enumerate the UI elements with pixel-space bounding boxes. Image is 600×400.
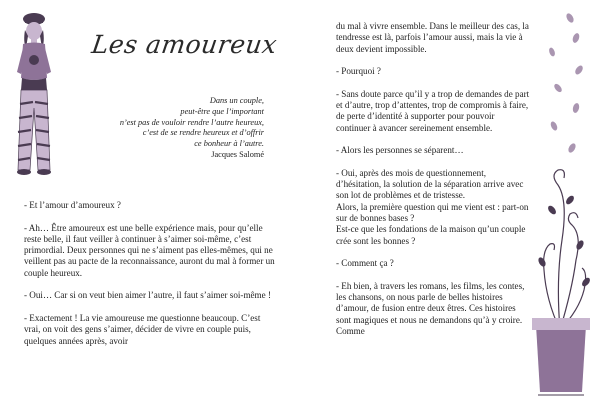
plant-stems-icon bbox=[544, 170, 586, 330]
quote-line: c’est de se rendre heureux et d’offrir bbox=[142, 128, 264, 138]
paragraph: - Comment ça ? bbox=[336, 258, 394, 269]
paragraph: - Oui, après des mois de questionnement, d’hésitation, la solution de la séparation arrive avec son lot de problèmes et de tristesse. Alors, la première question qui me vient est : part-on sur de bonnes bases ? Est-ce que les fondations de la maison qu’un couple crée sont les bonnes ? bbox=[336, 167, 529, 246]
paragraph: du mal à vivre ensemble. Dans le meilleur des cas, la tendresse est là, parfois l’amour aussi, mais la vie à deux devient impossible. bbox=[336, 21, 529, 54]
left-body-text bbox=[24, 200, 276, 358]
falling-leaves-icon bbox=[548, 12, 584, 154]
plant-illustration bbox=[524, 0, 594, 400]
quote-line: n’est pas de vouloir rendre l’autre heureux, bbox=[119, 117, 264, 127]
paragraph: - Exactement ! La vie amoureuse me questionne beaucoup. C’est vrai, on voit des gens s’aimer, décider de vivre en couple puis, quelques années après, avoir bbox=[24, 312, 261, 346]
paragraph: - Et l’amour d’amoureux ? bbox=[24, 200, 121, 210]
paragraph: - Oui… Car si on veut bien aimer l’autre, il faut s’aimer soi-même ! bbox=[24, 290, 271, 301]
right-page bbox=[300, 0, 600, 400]
quote-line: ce bonheur à l’autre. bbox=[194, 139, 264, 149]
quote-author: Jacques Salomé bbox=[211, 149, 264, 159]
page-title: Les amoureux bbox=[89, 30, 279, 59]
epigraph-quote bbox=[64, 96, 264, 161]
paragraph: - Alors les personnes se séparent… bbox=[336, 145, 464, 156]
paragraph: - Pourquoi ? bbox=[336, 66, 381, 77]
paragraph: - Ah… Être amoureux est une belle expérience mais, pour qu’elle reste belle, il faut veiller à continuer à s’aimer soi-même, c’est primordial. Deux personnes qui ne s’aiment pas elles-mêmes, qui ne veillent pas au pacte de la reconnaissance, auront du mal à former un couple heureux. bbox=[24, 222, 275, 278]
paragraph: - Sans doute parce qu’il y a trop de demandes de part et d’autre, trop d’attentes, trop de compromis à faire, de perte d’identité à supporter pour pouvoir continuer à avancer sereinement ensemble. bbox=[336, 88, 530, 133]
quote-line: peut-être que l’important bbox=[180, 106, 264, 116]
girl-illustration bbox=[14, 8, 58, 178]
quote-line: Dans un couple, bbox=[209, 96, 264, 105]
plant-pot-icon bbox=[532, 12, 592, 395]
paragraph: - Eh bien, à travers les romans, les films, les contes, les chansons, on nous parle de belles histoires d’amour, de fusion entre deux êtres. Ces histoires sont magiques et nous ne demandons qu’à y croire. Comme bbox=[336, 280, 525, 337]
right-body-text bbox=[336, 21, 530, 349]
girl-figure-icon bbox=[17, 13, 51, 175]
